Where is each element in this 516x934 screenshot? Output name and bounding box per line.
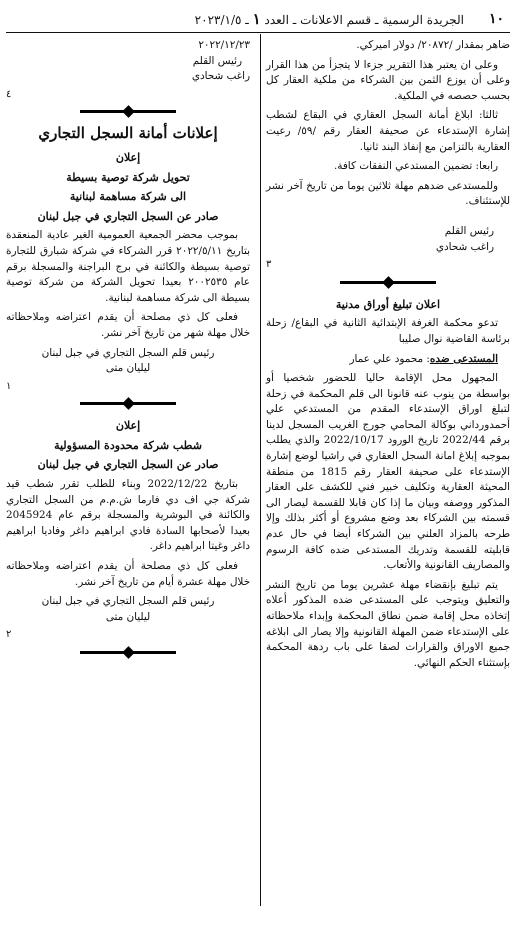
paragraph: المجهول محل الإقامة حاليا للحضور شخصيا أو بواسطة من ينوب عنه قانونا الى قلم المحكمة في زحلة لتبلغ اوراق الإستدعاء المقدم من المستدعي علي أحمدورداني بوكالة المحامي جورج الغريب المسجل لدينا برقم 2022/44 تاريخ الورود 2022/10/17 والذي يطلب بموجبه إبلاغ امانة السجل العقاري في راشيا لوضع إشارة الإستدعاء على صحيفة العقار رقم 1815 من منطقة المحيثة العقارية وتكليف خبير فني للكشف على العقار المذكور ووصفه وبيان ما إذا كان قابلا للقسمة ليصار الى قسمته بين الشركاء بعد وضع مشروع أو أكثر بذلك وإلا طرحه بالمزاد العلني بين الشركاء أيضا في حال عدم قابليته للقسمة وتدريك المستدعى ضده كافة الرسوم والمصاريف القانونية والأتعاب. [266, 372, 511, 572]
plaintiff-line [266, 352, 510, 368]
signature-title: رئيس القلم [444, 224, 494, 237]
notice-number: ١ [6, 380, 12, 392]
separator-ornament [6, 649, 250, 659]
notice-number: ٣ [266, 259, 272, 271]
signature-title: رئيس القلم [192, 54, 242, 67]
paragraph: يتم تبليغ بإنقضاء مهلة عشرين يوما من تاريخ النشر والتعليق ويتوجب على المستدعى ضده المذكور أعلاه إتخاذه محل إقامة ضمن نطاق المحكمة وإبداء ملاحظاته على الإستدعاء ضمن المهلة القانونية وإلا يصار الى ابلاغه جميع الاوراق والقرارات لصقا على باب ردهة المحكمة بإستثناء الحكم النهائي. [266, 578, 510, 669]
separator-ornament [6, 400, 250, 410]
ad-heading: الى شركة مساهمة لبنانية [69, 190, 187, 204]
page-number: ١٠ [488, 11, 504, 27]
issue-date: ـ ٢٠٢٣/١/٥ [194, 13, 249, 27]
right-column [266, 38, 510, 914]
paragraph: وللمستدعى ضدهم مهلة ثلاثين يوما من تاريخ آخر نشر للإستئناف. [266, 179, 510, 208]
ad-heading: تحويل شركة توصية بسيطة [66, 170, 190, 184]
paragraph: فعلى كل ذي مصلحة أن يقدم اعتراضه وملاحظاته خلال مهلة شهر من تاريخ آخر نشر. [6, 311, 250, 339]
ad-label: إعلان [115, 150, 141, 164]
signature-title: رئيس قلم السجل التجاري في جبل لبنان [41, 595, 215, 608]
paragraph: ثالثا: ابلاغ أمانة السجل العقاري في البقاع لشطب إشارة الإستدعاء عن صحيفة العقار رقم /٥٩/ رعيت العقارية بالتزامن مع إنفاذ البند ثانيا. [266, 109, 510, 153]
notice-number: ٤ [6, 88, 12, 100]
paragraph: بتاريخ 2022/12/22 وبناء للطلب تقرر شطب قيد شركة جي اف دي فارما ش.م.م من السجل التجاري والكائنة في البوشرية والمسجلة برقم عام 2045924 بعيدا لأصحابها السادة فادي ابراهيم داغر وفاديا ابراهيم داغر وغيتا ابراهيم داغر. [6, 478, 250, 553]
notice-title: اعلان تبليغ أوراق مدنية [335, 297, 441, 311]
ad-label: إعلان [115, 419, 141, 433]
separator-ornament [6, 108, 250, 118]
separator-ornament [266, 279, 510, 289]
gazette-name: الجريدة الرسمية ـ قسم الاعلانات ـ العدد [264, 13, 464, 27]
section-title: إعلانات أمانة السجل التجاري [38, 124, 218, 143]
signature-name: راغب شحادي [435, 240, 494, 253]
paragraph: تدعو محكمة الغرفة الإبتدائية الثانية في البقاع/ زحلة برئاسة القاضية نوال صليبا [266, 317, 510, 345]
ad-heading: شطب شركة محدودة المسؤولية [54, 438, 202, 452]
signature-name: راغب شحادي [191, 70, 250, 83]
page-header [8, 8, 508, 30]
header-rule [6, 32, 510, 33]
paragraph: بموجب محضر الجمعية العمومية الغير عادية المنعقدة بتاريخ ٢٠٢٢/٥/١١ قرر الشركاء في شركة شبارق للتجارة توصية بسيطة والكائنة في برج البراجنة والمسجلة برقم عام ٢٠٠٢٥٣٥ بعيدا تحويل الشركة من شركة توصية بسيطة الى شركة مساهمة لبنانية. [6, 229, 250, 304]
signature-name: ليليان متى [105, 362, 151, 375]
gazette-title [195, 8, 464, 31]
ad-heading: صادر عن السجل التجاري في جبل لبنان [37, 209, 219, 223]
paragraph: فعلى كل ذي مصلحة أن يقدم اعتراضه وملاحظاته خلال مهلة عشرة أيام من تاريخ آخر نشر. [6, 560, 250, 588]
notice-number: ٢ [6, 629, 12, 641]
left-column [6, 38, 250, 914]
issue-number: ١ [252, 10, 261, 28]
plaintiff-name: : محمود علي عمار [349, 352, 430, 365]
paragraph: رابعا: تضمين المستدعي النفقات كافة. [333, 160, 498, 173]
plaintiff-label: المستدعى ضده [429, 352, 498, 365]
paragraph: ضاهر بمقدار /٢٠٨٧٢/ دولار اميركي. [356, 39, 510, 51]
signature-name: ليليان متى [105, 610, 151, 623]
paragraph: وعلى ان يعتبر هذا التقرير جزءا لا يتجزأ من هذا القرار وعلى أن يوزع الثمن بين الشركاء من ملكية العقار كل بحسب حصصه في الملكية. [266, 58, 510, 102]
signature-title: رئيس قلم السجل التجاري في جبل لبنان [41, 346, 215, 359]
ad-heading: صادر عن السجل التجاري في جبل لبنان [37, 458, 219, 472]
notice-date: ٢٠٢٢/١٢/٢٣ [198, 39, 250, 51]
column-divider [260, 34, 261, 906]
